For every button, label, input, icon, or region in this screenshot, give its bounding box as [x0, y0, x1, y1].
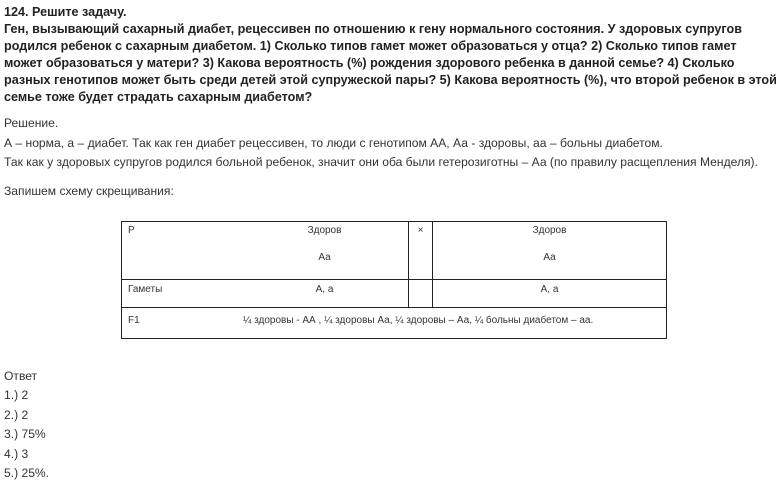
table-border-top: [121, 221, 666, 222]
parent2-gametes: А, а: [540, 284, 559, 295]
solution-line-2: Так как у здоровых супругов родился больной ребенок, значит они оба были гетерозиготны – Аа (по правилу расщепления Менделя).: [4, 155, 758, 169]
solution-heading: Решение.: [4, 116, 59, 130]
solution-line-1: А – норма, а – диабет. Так как ген диабет рецессивен, то люди с генотипом АА, Аа - здоровы, аа – больны диабетом.: [4, 136, 663, 150]
task-paragraph: 124. Решите задачу. Ген, вызывающий сахарный диабет, рецессивен по отношению к гену нормального состояния. У здоровых супругов родился ребенок с сахарным диабетом. 1) Сколько типов гамет может образоваться у отца? 2) Сколько типов гамет может образоваться у матери? 3) Какова вероятность (%) рождения здорового ребенка в данной семье? 4) Сколько разных генотипов может быть среди детей этой супружеской пары? 5) Какова вероятность (%), что второй ребенок в этой семье тоже будет страдать сахарным диабетом?: [4, 5, 777, 104]
table-row-divider-1: [121, 279, 666, 280]
parent1-gametes: А, а: [315, 284, 334, 295]
parent1-genotype: Аа: [318, 252, 331, 263]
parent1-status: Здоров: [307, 225, 342, 236]
table-border-left: [121, 221, 122, 339]
f1-result: ¼ здоровы - АА , ¼ здоровы Аа, ¼ здоровы – Аа, ¼ больны диабетом – аа.: [243, 315, 594, 326]
answer-item: 5.) 25%.: [4, 466, 50, 481]
gametes-label: Гаметы: [128, 284, 163, 295]
table-border-bottom: [121, 338, 666, 339]
answer-item: 3.) 75%: [4, 427, 46, 442]
answer-heading: Ответ: [4, 369, 38, 383]
answer-block: [4, 367, 49, 483]
p-label: Р: [128, 225, 135, 236]
f1-label: F1: [128, 315, 140, 326]
parent2-status: Здоров: [532, 225, 567, 236]
table-border-right: [666, 221, 667, 339]
table-row-divider-2: [121, 307, 666, 308]
task-text: [4, 4, 778, 106]
cross-table: [121, 221, 666, 338]
answer-item: 1.) 2: [4, 388, 29, 403]
scheme-intro: Запишем схему скрещивания:: [4, 184, 174, 198]
answer-item: 2.) 2: [4, 407, 29, 422]
cross-symbol: ×: [417, 225, 424, 236]
parent2-genotype: Аа: [543, 252, 556, 263]
answer-item: 4.) 3: [4, 446, 29, 461]
